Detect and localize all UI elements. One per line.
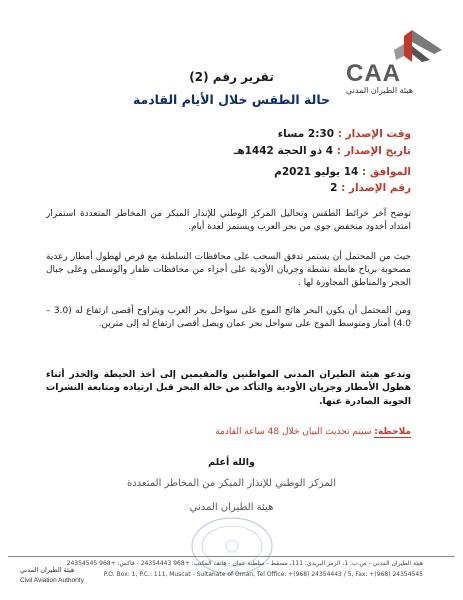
issue-date-row	[191, 145, 411, 157]
paragraph-rain-forecast: حيث من المحتمل أن يستمر تدفق السحب على محافظات السلطنة مع فرص لهطول أمطار رعدية مصحوبة برياح هابطة نشطة وجريان الأودية على أجزاء من محافظات ظفار والوسطى وعلى جبال الحجر والمناطق المجاورة لها .	[46, 252, 411, 289]
issue-number-label: رقم الإصدار :	[341, 182, 411, 194]
report-title: حالة الطقس خلال الأيام القادمة	[132, 92, 331, 107]
issue-date-value: 4 ذو الحجة 1442هـ	[233, 145, 334, 157]
corresponding-value: 14 يوليو 2021م	[274, 166, 359, 178]
report-number: تقرير رقم (2)	[189, 70, 274, 84]
caa-logo-subtitle: هيئة الطيران المدني	[346, 86, 413, 95]
footer-address-english: P.O. Box: 1, P.C.: 111, Muscat - Sultanate of Oman, Tel Office: +(968) 24354443 / 5, Fax: +(968) 24354545	[103, 571, 423, 578]
update-note	[215, 427, 411, 437]
paragraph-advisory: وتدعو هيئة الطيران المدني المواطنين والمقيمين إلى أخذ الحيطة والحذر أثناء هطول الأمطار وجريان الأودية والتأكد من حالة البحر قبل ارتياده ومتابعة النشرات الجوية الصادرة عنها.	[46, 369, 411, 407]
issue-date-label: تاريخ الإصدار :	[336, 145, 411, 157]
paragraph-overview: توضح آخر خرائط الطقس وتحاليل المركز الوطني للإنذار المبكر من المخاطر المتعددة استمرار امتداد أخدود منخفض جوي من بحر العرب ويستمر لعدة أيام.	[46, 209, 411, 233]
authority-signature: هيئة الطيران المدني	[189, 502, 274, 513]
caa-logo-text: CAA	[346, 60, 401, 87]
closing-phrase: والله أعلم	[208, 457, 255, 468]
corresponding-label: الموافق :	[362, 166, 411, 178]
note-text: سيتم تحديث البيان خلال 48 ساعة القادمة	[215, 427, 372, 437]
issue-number-value: 2	[330, 182, 338, 194]
paragraph-sea-state: ومن المحتمل أن يكون البحر هائج الموج على سواحل بحر العرب ويتراوح أقصى ارتفاع له (3.0 – 4.0) أمتار ومتوسط الموج على سواحل بحر عمان ويصل أقصى ارتفاع له إلى مترين.	[46, 306, 411, 330]
center-signature: المركز الوطني للإنذار المبكر من المخاطر المتعددة	[126, 478, 337, 489]
footer-address-arabic: هيئة الطيران المدني - ص.ب: 1، الرمز البريدي: 111، مسقط - سلطنة عمان - هاتف المكتب: +968 24354443 - فاكس: +968 24354545	[66, 560, 423, 567]
issue-time-value: 2:30 مساء	[277, 128, 335, 140]
footer-logo-english: Civil Aviation Authority	[20, 577, 84, 584]
issue-time-row	[191, 128, 411, 140]
issue-time-label: وقت الإصدار :	[337, 128, 411, 140]
footer-divider	[8, 556, 455, 557]
footer-logo-arabic: هيئة الطيران المدني	[20, 566, 75, 574]
issue-number-row	[191, 182, 411, 194]
note-label: ملاحظة:	[374, 427, 411, 437]
corresponding-row	[191, 166, 411, 178]
official-stamp	[182, 510, 282, 580]
